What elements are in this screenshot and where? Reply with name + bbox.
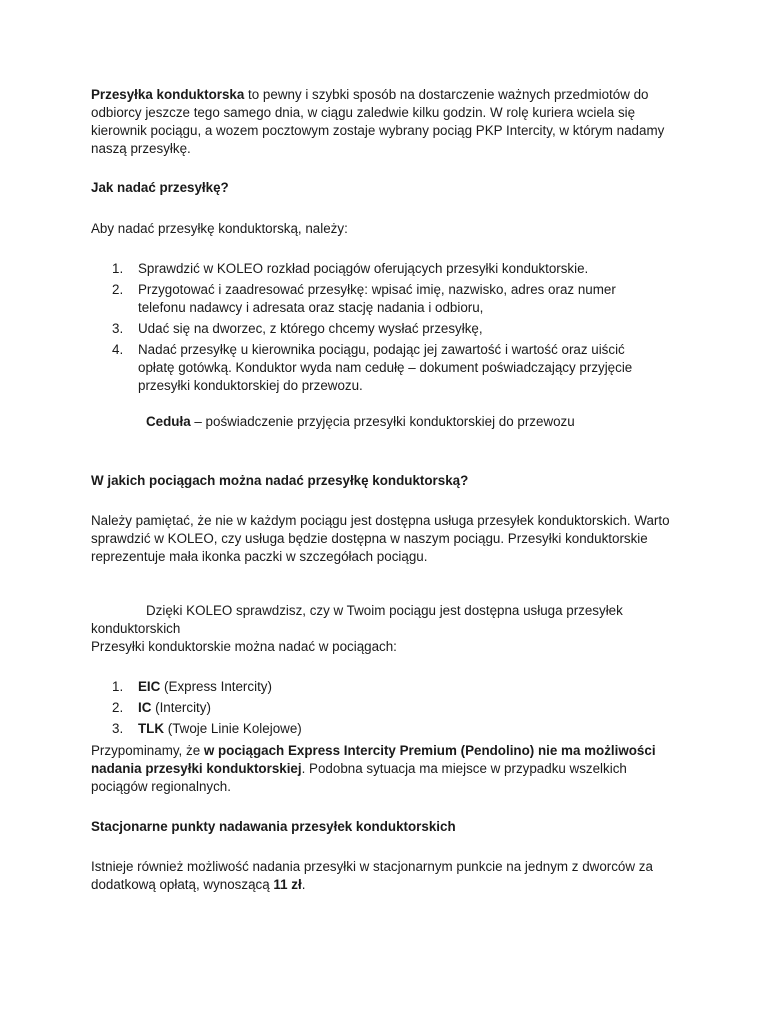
steps-list bbox=[91, 260, 651, 398]
list-item: 4. Nadać przesyłkę u kierownika pociągu, podając jej zawartość i wartość oraz uiścić opłatę gotówką. Konduktor wyda nam cedułę – dokument poświadczający przyjęcie przesyłki konduktorskiej do przewozu. bbox=[112, 342, 633, 393]
reminder-paragraph: Przypominamy, że w pociągach Express Intercity Premium (Pendolino) nie ma możliwości nadania przesyłki konduktorskiej. Podobna sytuacja ma miejsce w przypadku wszelkich pociągów regionalnych. bbox=[91, 743, 656, 794]
trains-list bbox=[91, 678, 651, 741]
cedula-caption: Ceduła – poświadczenie przyjęcia przesyłki konduktorskiej do przewozu bbox=[146, 414, 575, 429]
koleo-caption-line1: Dzięki KOLEO sprawdzisz, czy w Twoim pociągu jest dostępna usługa przesyłek bbox=[146, 603, 623, 618]
heading-stationary-points: Stacjonarne punkty nadawania przesyłek konduktorskich bbox=[91, 819, 456, 834]
intro-paragraph bbox=[91, 86, 681, 158]
steps-lead: Aby nadać przesyłkę konduktorską, należy: bbox=[91, 221, 348, 236]
availability-paragraph: Należy pamiętać, że nie w każdym pociągu jest dostępna usługa przesyłek konduktorskich. Warto sprawdzić w KOLEO, czy usługa będzie dostępna w naszym pociągu. Przesyłki konduktorskie reprezentuje mała ikonka paczki w szczegółach pociągu. bbox=[91, 513, 670, 564]
koleo-caption-line2: konduktorskich bbox=[91, 621, 181, 636]
intro-term: Przesyłka konduktorska bbox=[91, 87, 245, 102]
heading-how-to-send: Jak nadać przesyłkę? bbox=[91, 180, 229, 195]
stationary-paragraph: Istnieje również możliwość nadania przesyłki w stacjonarnym punkcie na jednym z dworców za dodatkową opłatą, wynoszącą 11 zł. bbox=[91, 859, 653, 892]
list-item: 3. TLK (Twoje Linie Kolejowe) bbox=[112, 721, 302, 736]
list-item: 2. Przygotować i zaadresować przesyłkę: wpisać imię, nazwisko, adres oraz numer telefonu nadawcy i adresata oraz stację nadania i odbioru, bbox=[112, 282, 616, 315]
cedula-term: Ceduła bbox=[146, 414, 191, 429]
list-item: 1. Sprawdzić w KOLEO rozkład pociągów oferujących przesyłki konduktorskie. bbox=[112, 261, 589, 276]
trains-lead: Przesyłki konduktorskie można nadać w pociągach: bbox=[91, 639, 397, 654]
list-item: 3. Udać się na dworzec, z którego chcemy wysłać przesyłkę, bbox=[112, 321, 483, 336]
list-item: 2. IC (Intercity) bbox=[112, 700, 211, 715]
heading-which-trains: W jakich pociągach można nadać przesyłkę konduktorską? bbox=[91, 473, 469, 488]
list-item: 1. EIC (Express Intercity) bbox=[112, 679, 272, 694]
intro-text: to pewny i szybki sposób na dostarczenie ważnych przedmiotów do odbiorcy jeszcze tego samego dnia, w ciągu zaledwie kilku godzin. W rolę kuriera wciela się kierownik pociągu, a wozem pocztowym zostaje wybrany pociąg PKP Intercity, w którym nadamy naszą przesyłkę. bbox=[91, 87, 665, 156]
